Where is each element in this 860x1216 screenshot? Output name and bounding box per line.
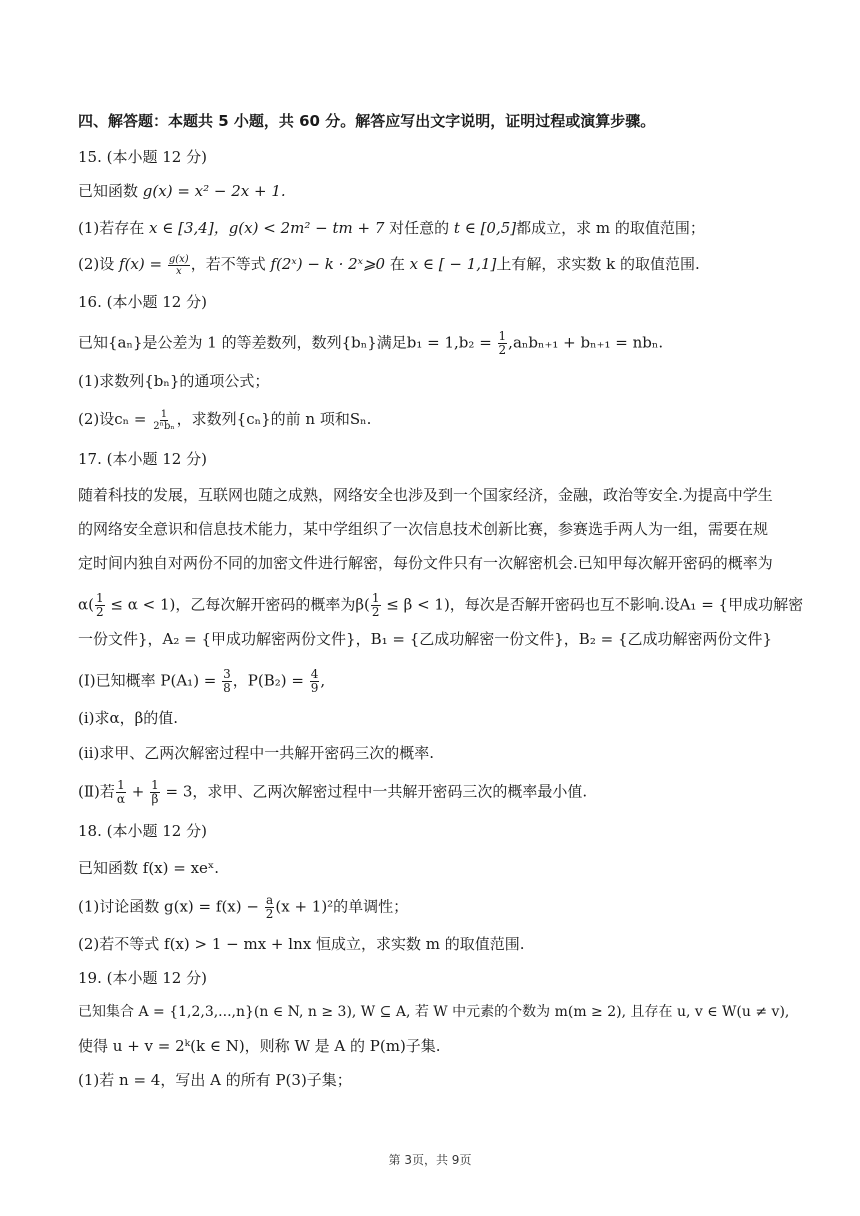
- q16-heading: 16. (本小题 12 分): [78, 293, 207, 311]
- q17-line5: 一份文件}，A₂ = {甲成功解密两份文件}，B₁ = {乙成功解密一份文件}，B₂ = {乙成功解密两份文件}: [78, 630, 773, 648]
- q16-part1: (1)求数列{bₙ}的通项公式；: [78, 372, 270, 390]
- page-footer: 第 3页，共 9页: [388, 1153, 472, 1167]
- section-title: 四、解答题：本题共 5 小题，共 60 分。解答应写出文字说明，证明过程或演算步骤。: [78, 112, 656, 130]
- q17-line1: 随着科技的发展，互联网也随之成熟，网络安全也涉及到一个国家经济，金融，政治等安全.为提高中学生: [78, 486, 773, 504]
- q18-part2: (2)若不等式 f(x) > 1 − mx + lnx 恒成立，求实数 m 的取值范围.: [78, 935, 525, 953]
- q15-part1: (1)若存在 x ∈ [3,4]，g(x) < 2m² − tm + 7 对任意的 t ∈ [0,5]都成立，求 m 的取值范围；: [78, 219, 705, 237]
- q17-part-i-2: (ⅱ)求甲、乙两次解密过程中一共解开密码三次的概率.: [78, 744, 435, 762]
- q19-line2: 使得 u + v = 2ᵏ(k ∈ N)，则称 W 是 A 的 P(m)子集.: [78, 1037, 441, 1055]
- q15-stem: 已知函数 g(x) = x² − 2x + 1.: [78, 182, 286, 200]
- q15-part2: (2)设 f(x) = $\frac{g(x)}{x}$ ，若不等式 f(2ˣ) − k · 2ˣ⩾0 在 x ∈ [ − 1,1]上有解，求实数 k 的取值范围.: [78, 253, 700, 277]
- q17-line2: 的网络安全意识和信息技术能力，某中学组织了一次信息技术创新比赛，参赛选手两人为一组，需要在规: [78, 520, 769, 538]
- q16-part2: (2)设cₙ = $\frac{1}{\text{2ⁿbₙ}}$ ，求数列{cₙ}的前 n 项和Sₙ.: [78, 408, 372, 432]
- q17-line4: α( $\frac{1}{2}$ ≤ α < 1)，乙每次解开密码的概率为β( $\frac{1}{2}$ ≤ β < 1)，每次是否解开密码也互不影响.设A₁ = {甲成功解密: [78, 591, 804, 619]
- q19-heading: 19. (本小题 12 分): [78, 969, 207, 987]
- q18-part1: (1)讨论函数 g(x) = f(x) − $\frac{a}{2}$ (x + 1)²的单调性；: [78, 893, 409, 921]
- q17-line3: 定时间内独自对两份不同的加密文件进行解密，每份文件只有一次解密机会.已知甲每次解开密码的概率为: [78, 554, 773, 572]
- q18-stem: 已知函数 f(x) = xeˣ.: [78, 859, 220, 877]
- q17-part-i: (Ⅰ)已知概率 P(A₁) = $\frac{3}{8}$ ，P(B₂) = $\frac{4}{9}$ ,: [78, 667, 326, 695]
- q17-part-ii: (Ⅱ)若 $\frac{1}{\alpha}$ + $\frac{1}{\beta}$ = 3，求甲、乙两次解密过程中一共解开密码三次的概率最小值.: [78, 778, 588, 806]
- q17-part-i-1: (ⅰ)求α，β的值.: [78, 709, 179, 727]
- q17-heading: 17. (本小题 12 分): [78, 450, 207, 468]
- q18-heading: 18. (本小题 12 分): [78, 822, 207, 840]
- q19-part1: (1)若 n = 4，写出 A 的所有 P(3)子集；: [78, 1071, 352, 1089]
- q15-heading: 15. (本小题 12 分): [78, 148, 207, 166]
- q16-stem: 已知{aₙ}是公差为 1 的等差数列，数列{bₙ}满足b₁ = 1,b₂ = $\frac{1}{2}$ ,aₙbₙ₊₁ + bₙ₊₁ = nbₙ.: [78, 329, 664, 357]
- q19-line1: 已知集合 A = {1,2,3,...,n}(n ∈ N, n ≥ 3), W ⊆ A, 若 W 中元素的个数为 m(m ≥ 2), 且存在 u, v ∈ W(u ≠ v),: [78, 1004, 790, 1020]
